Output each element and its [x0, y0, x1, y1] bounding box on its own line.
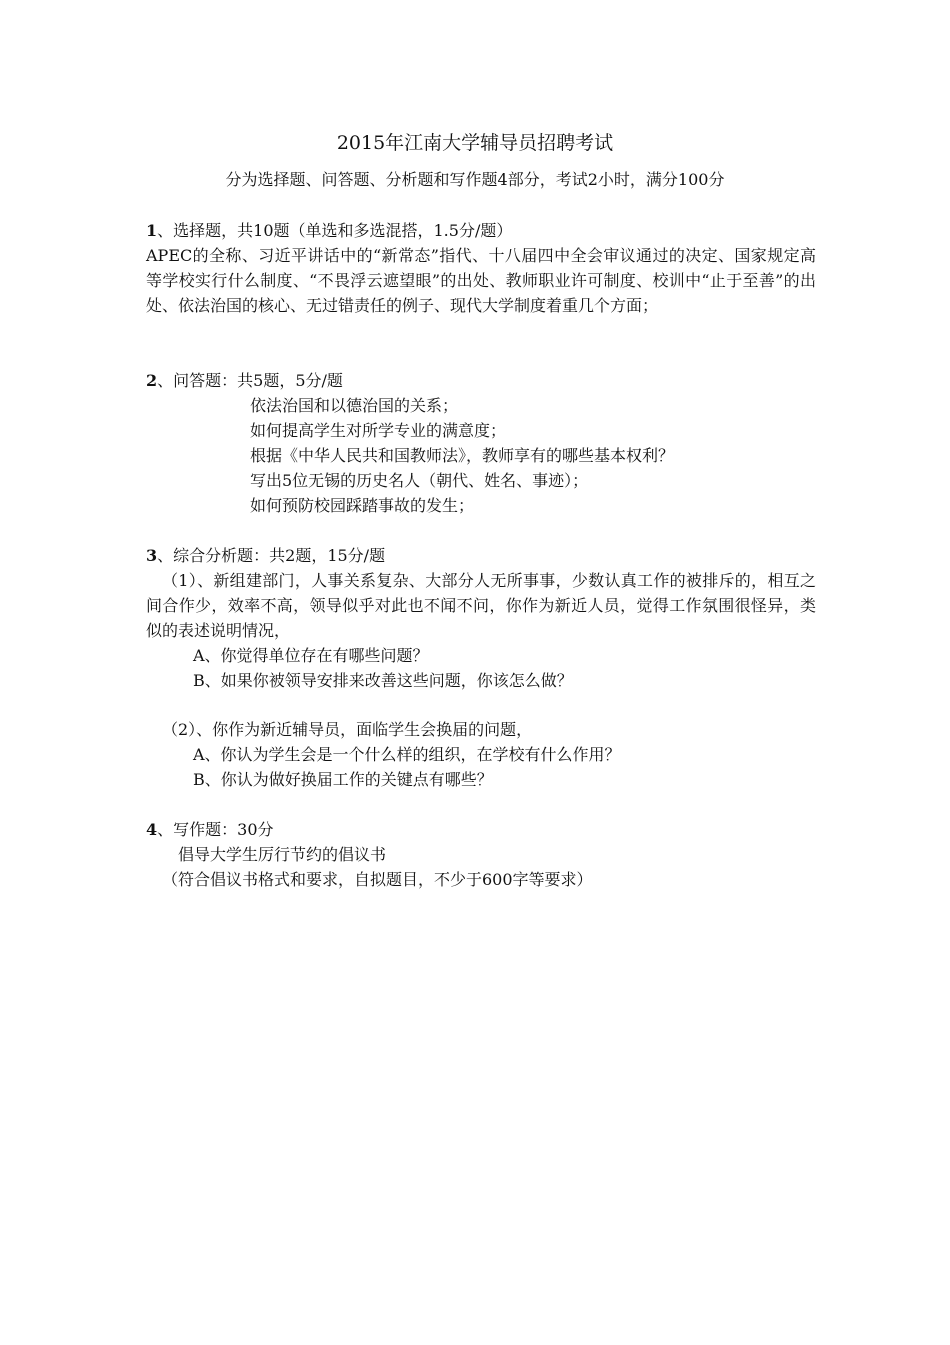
list-item: 如何预防校园踩踏事故的发生； [250, 496, 475, 515]
section-heading-text: 、综合分析题：共2题，15分/题 [157, 546, 386, 565]
case-two-questions [146, 742, 816, 792]
section-heading-text: 、问答题：共5题，5分/题 [157, 371, 343, 390]
section-writing [146, 817, 816, 892]
list-item: A、你觉得单位存在有哪些问题？ [193, 646, 429, 665]
list-item: 如何提高学生对所学专业的满意度； [250, 421, 507, 440]
section-heading-text: 、选择题，共10题（单选和多选混搭，1.5分/题） [157, 221, 513, 240]
section-heading [146, 368, 816, 393]
writing-requirement: （符合倡议书格式和要求，自拟题目，不少于600字等要求） [162, 870, 593, 889]
section-heading [146, 218, 816, 243]
writing-topic: 倡导大学生厉行节约的倡议书 [178, 845, 387, 864]
question-list [146, 393, 816, 518]
section-multiple-choice [146, 218, 816, 318]
section-body: APEC的全称、习近平讲话中的“新常态”指代、十八届四中全会审议通过的决定、国家规定高等学校实行什么制度、“不畏浮云遮望眼”的出处、教师职业许可制度、校训中“止于至善”的出处、依法治国的核心、无过错责任的例子、现代大学制度着重几个方面； [146, 246, 816, 315]
list-item: B、你认为做好换届工作的关键点有哪些？ [193, 770, 493, 789]
section-heading-text: 、写作题：30分 [157, 820, 274, 839]
list-item: 根据《中华人民共和国教师法》，教师享有的哪些基本权利？ [250, 446, 675, 465]
list-item: 依法治国和以德治国的关系； [250, 396, 459, 415]
section-number: 1 [146, 221, 158, 240]
section-heading [146, 817, 816, 842]
list-item: 写出5位无锡的历史名人（朝代、姓名、事迹）； [250, 471, 589, 490]
case-one-questions [146, 643, 816, 693]
section-case-analysis [146, 543, 816, 693]
list-item: A、你认为学生会是一个什么样的组织，在学校有什么作用？ [193, 745, 621, 764]
case-two-text: （2）、你作为新近辅导员，面临学生会换届的问题， [162, 720, 533, 739]
list-item: B、如果你被领导安排来改善这些问题，你该怎么做？ [193, 671, 573, 690]
section-heading [146, 543, 816, 568]
case-one-text: （1）、新组建部门，人事关系复杂、大部分人无所事事，少数认真工作的被排斥的，相互之间合作少，效率不高，领导似乎对此也不闻不问，你作为新近人员，觉得工作氛围很怪异，类似的表述说明情况， [146, 571, 816, 640]
page-subtitle: 分为选择题、问答题、分析题和写作题4部分，考试2小时，满分100分 [225, 170, 725, 189]
case-two [146, 717, 816, 792]
section-number: 2 [146, 371, 158, 390]
section-short-answer [146, 368, 816, 518]
section-number: 3 [146, 546, 158, 565]
section-number: 4 [146, 820, 158, 839]
page-title: 2015年江南大学辅导员招聘考试 [336, 132, 614, 154]
